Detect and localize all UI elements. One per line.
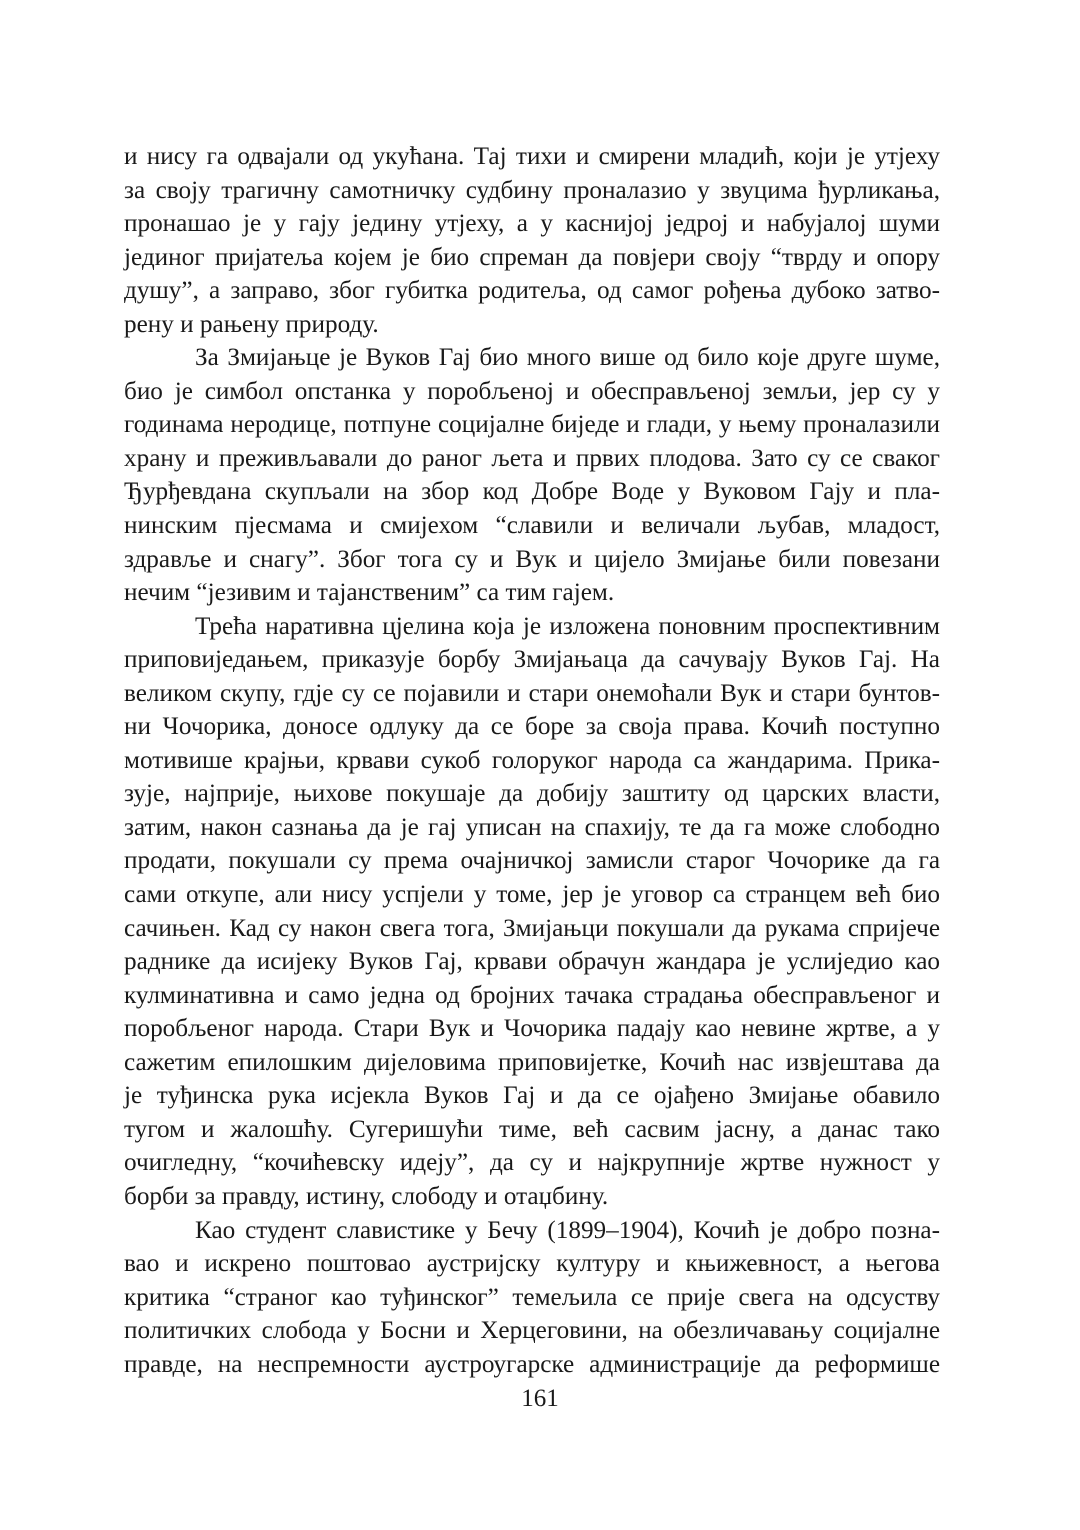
paragraph <box>124 140 940 341</box>
text-line: очигледну, “кочићевску идеју”, да су и најкрупније жртве нужност у <box>124 1149 940 1177</box>
text-line: годинама неродице, потпуне социјалне биједе и глади, у њему проналазили <box>124 411 940 439</box>
text-line: вао и искрено поштовао аустријску културу и књижевност, а његова <box>124 1250 940 1278</box>
text-line: сачињен. Кад су након свега тога, Змијањци покушали да рукама спријече <box>124 914 940 942</box>
text-line: ни Чочорика, доносе одлуку да се боре за своја права. Кочић поступно <box>124 713 940 741</box>
text-line: тугом и жалошћу. Сугеришући тиме, већ сасвим јасну, а данас тако <box>124 1115 940 1143</box>
text-line: критика “страног као туђинског” темељила се прије свега на одсуству <box>124 1283 940 1311</box>
text-line: правде, на неспремности аустроугарске администрације да реформише <box>124 1350 940 1378</box>
text-line: храну и преживљавали до раног љета и првих плодова. Зато су се сваког <box>124 444 940 472</box>
text-line: За Змијањце је Вуков Гај био много више од било које друге шуме, <box>195 344 940 372</box>
text-line: сажетим епилошким дијеловима приповијетке, Кочић нас извјештава да <box>124 1048 940 1076</box>
text-line: јединог пријатеља којем је био спреман да повјери своју “тврду и опору <box>124 243 940 271</box>
text-line: продати, покушали су према очајничкој замисли старог Чочорике да га <box>124 847 940 875</box>
text-line: рену и рањену природу. <box>124 310 379 338</box>
text-line: Трећа наративна цјелина која је изложена поновним проспективним <box>195 612 940 640</box>
text-line: борби за правду, истину, слободу и отаџбину. <box>124 1182 609 1210</box>
text-line: зује, најприје, њихове покушаје да добију заштиту од царских власти, <box>124 780 940 808</box>
text-line: Као студент славистике у Бечу (1899–1904), Кочић је добро позна- <box>195 1216 940 1244</box>
text-line: затим, након сазнања да је гај уписан на спахију, те да га може слободно <box>124 813 940 841</box>
text-line: сами откупе, али нису успјели у томе, јер је уговор са странцем већ био <box>124 881 940 909</box>
text-line: нечим “језивим и тајанственим” са тим гајем. <box>124 579 615 607</box>
paragraph <box>124 610 940 1214</box>
text-line: поробљеног народа. Стари Вук и Чочорика падају као невине жртве, а у <box>124 1015 940 1043</box>
text-line: раднике да исијеку Вуков Гај, крвави обрачун жандара је услиједио као <box>124 948 940 976</box>
text-line: приповиједањем, приказује борбу Змијањаца да сачувају Вуков Гај. На <box>124 646 940 674</box>
text-line: великом скупу, гдје су се појавили и стари онемоћали Вук и стари бунтов- <box>124 679 940 707</box>
paragraph <box>124 341 940 609</box>
text-line: политичких слобода у Босни и Херцеговини, на обезличавању социјалне <box>124 1317 940 1345</box>
text-line: Ђурђевдана скупљали на збор код Добре Воде у Вуковом Гају и пла- <box>124 478 940 506</box>
body-text <box>124 140 940 1381</box>
text-line: био је симбол опстанка у поробљеној и обесправљеној земљи, јер су у <box>124 377 940 405</box>
text-line: кулминативна и само једна од бројних тачака страдања обесправљеног и <box>124 981 940 1009</box>
page-number: 161 <box>521 1385 559 1412</box>
text-line: и нису га одвајали од укућана. Тај тихи и смирени младић, који је утјеху <box>124 143 940 170</box>
text-line: за своју трагичну самотничку судбину проналазио у звуцима ђурликања, <box>124 176 940 204</box>
text-line: нинским пјесмама и смијехом “славили и величали љубав, младост, <box>124 512 940 540</box>
text-line: душу”, а заправо, због губитка родитеља, од самог рођења дубоко затво- <box>124 277 940 305</box>
text-line: мотивише крајњи, крвави сукоб голоруког народа са жандарима. Прика- <box>124 746 940 774</box>
text-line: пронашао је у гају једину утјеху, а у каснијој једрој и набујалој шуми <box>124 210 940 238</box>
paragraph <box>124 1214 940 1382</box>
text-line: здравље и снагу”. Због тога су и Вук и цијело Змијање били повезани <box>124 545 940 573</box>
text-line: је туђинска рука исјекла Вуков Гај и да се ојађено Змијање обавило <box>124 1082 940 1110</box>
